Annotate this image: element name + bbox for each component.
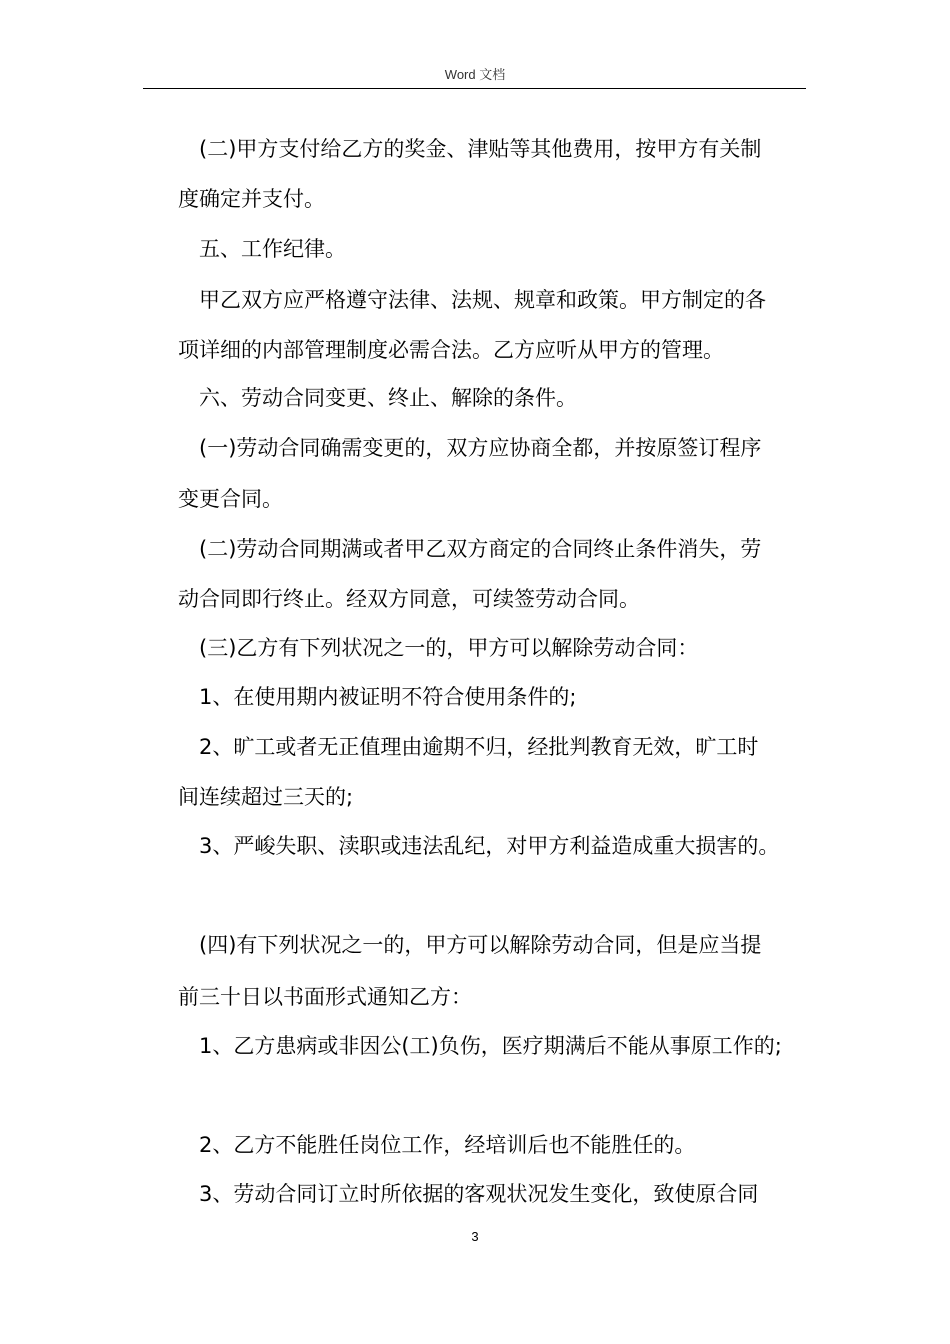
list-item: 1、乙方患病或非因公(工)负伤，医疗期满后不能从事原工作的; (199, 1034, 782, 1058)
section-heading: 六、劳动合同变更、终止、解除的条件。 (199, 386, 577, 410)
paragraph-line: 前三十日以书面形式通知乙方： (178, 985, 472, 1009)
header-title: Word 文档 (444, 67, 506, 82)
paragraph-line: 动合同即行终止。经双方同意，可续签劳动合同。 (178, 587, 640, 611)
paragraph-line: (一)劳动合同确需变更的，双方应协商全都，并按原签订程序 (199, 436, 762, 460)
paragraph-line: 甲乙双方应严格遵守法律、法规、规章和政策。甲方制定的各 (199, 288, 766, 312)
paragraph-line: (二)甲方支付给乙方的奖金、津贴等其他费用，按甲方有关制 (199, 137, 762, 161)
list-item: 3、劳动合同订立时所依据的客观状况发生变化，致使原合同 (199, 1182, 759, 1206)
list-item: 3、严峻失职、渎职或违法乱纪，对甲方利益造成重大损害的。 (199, 834, 780, 858)
paragraph-line: (二)劳动合同期满或者甲乙双方商定的合同终止条件消失，劳 (199, 537, 762, 561)
paragraph-line: 项详细的内部管理制度必需合法。乙方应听从甲方的管理。 (178, 338, 724, 362)
list-item: 2、旷工或者无正值理由逾期不归，经批判教育无效，旷工时 (199, 735, 759, 759)
page-number: 3 (471, 1229, 479, 1244)
paragraph-line: (四)有下列状况之一的，甲方可以解除劳动合同，但是应当提 (199, 933, 762, 957)
paragraph-line: 度确定并支付。 (178, 187, 325, 211)
paragraph-line: 变更合同。 (178, 487, 283, 511)
header-divider (143, 88, 806, 89)
paragraph-line: (三)乙方有下列状况之一的，甲方可以解除劳动合同： (199, 636, 699, 660)
section-heading: 五、工作纪律。 (199, 237, 346, 261)
list-item-continuation: 间连续超过三天的; (178, 785, 354, 809)
list-item: 1、在使用期内被证明不符合使用条件的; (199, 685, 577, 709)
list-item: 2、乙方不能胜任岗位工作，经培训后也不能胜任的。 (199, 1133, 696, 1157)
